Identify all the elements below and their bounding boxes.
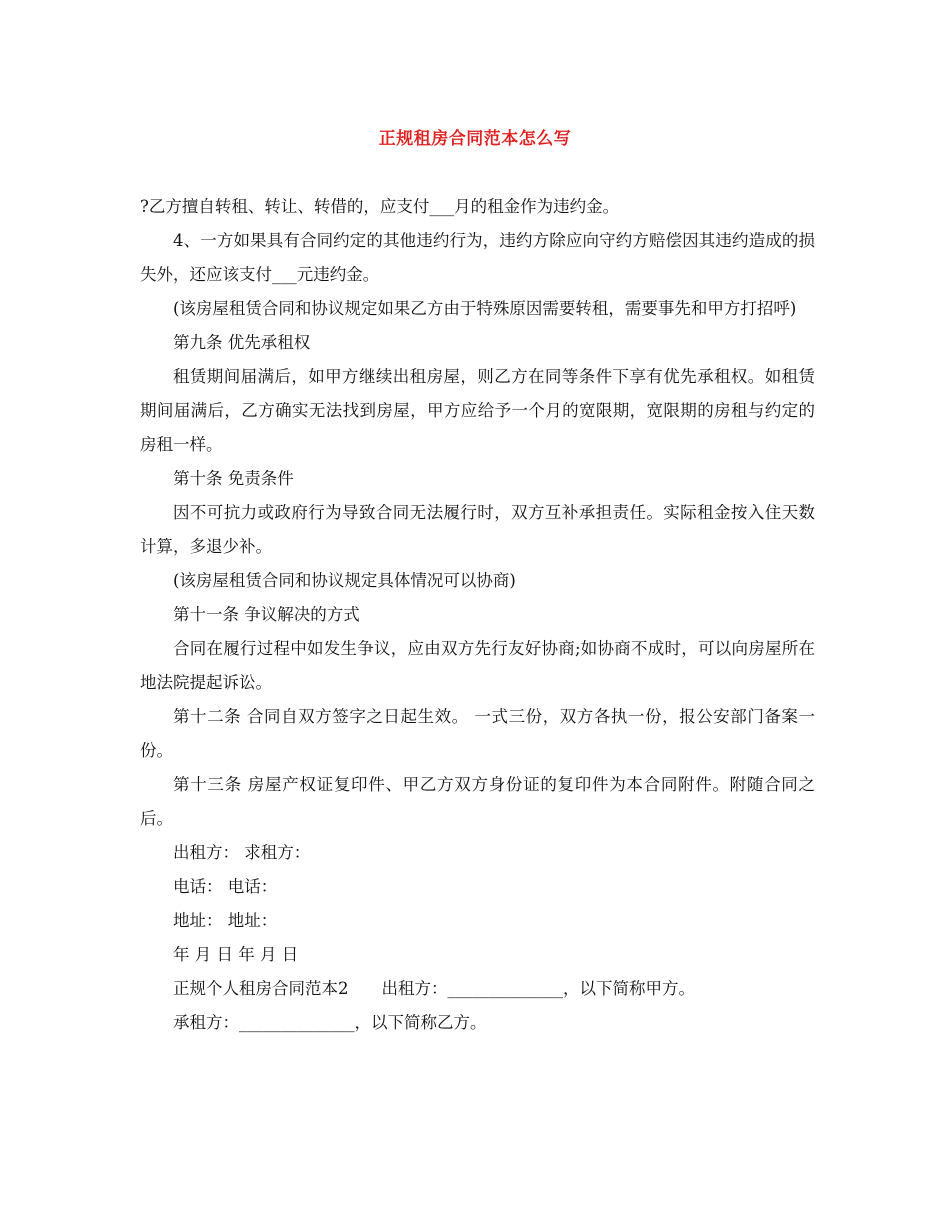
signature-parties-line: 出租方： 求租方： <box>173 843 311 862</box>
article-13-paragraph: 第十三条 房屋产权证复印件、甲乙方双方身份证的复印件为本合同附件。附随合同之后。 <box>140 775 815 828</box>
signature-phone-line: 电话： 电话： <box>173 877 278 896</box>
article-12-paragraph: 第十二条 合同自双方签字之日起生效。 一式三份，双方各执一份，报公安部门备案一份。 <box>140 707 815 760</box>
article-9-heading: 第九条 优先承租权 <box>173 333 311 352</box>
contract-2-lessee-line: 承租方：______________，以下简称乙方。 <box>173 1013 487 1032</box>
paragraph-sublet-note: (该房屋租赁合同和协议规定如果乙方由于特殊原因需要转租，需要事先和甲方打招呼) <box>173 299 797 318</box>
paragraph-force-majeure: 因不可抗力或政府行为导致合同无法履行时，双方互补承担责任。实际租金按入住天数计算，多退少补。 <box>140 503 815 556</box>
signature-date-line: 年 月 日 年 月 日 <box>173 945 299 964</box>
contract-2-lessor-line: 正规个人租房合同范本2 出租方：______________，以下简称甲方。 <box>173 979 695 998</box>
document-body <box>140 190 815 1040</box>
paragraph-other-breach: 4、一方如果具有合同约定的其他违约行为，违约方除应向守约方赔偿因其违约造成的损失外，还应该支付___元违约金。 <box>140 231 815 284</box>
article-10-heading: 第十条 免责条件 <box>173 469 294 488</box>
paragraph-dispute: 合同在履行过程中如发生争议，应由双方先行友好协商;如协商不成时，可以向房屋所在地法院提起诉讼。 <box>140 639 815 692</box>
paragraph-negotiation-note: (该房屋租赁合同和协议规定具体情况可以协商) <box>173 571 516 590</box>
signature-address-line: 地址： 地址： <box>173 911 278 930</box>
paragraph-sublet-penalty: ?乙方擅自转租、转让、转借的，应支付___月的租金作为违约金。 <box>140 197 620 216</box>
document-title: 正规租房合同范本怎么写 <box>378 129 572 149</box>
article-11-heading: 第十一条 争议解决的方式 <box>173 605 360 624</box>
paragraph-priority-lease: 租赁期间届满后，如甲方继续出租房屋，则乙方在同等条件下享有优先承租权。如租赁期间届满后，乙方确实无法找到房屋，甲方应给予一个月的宽限期，宽限期的房租与约定的房租一样。 <box>140 367 815 454</box>
